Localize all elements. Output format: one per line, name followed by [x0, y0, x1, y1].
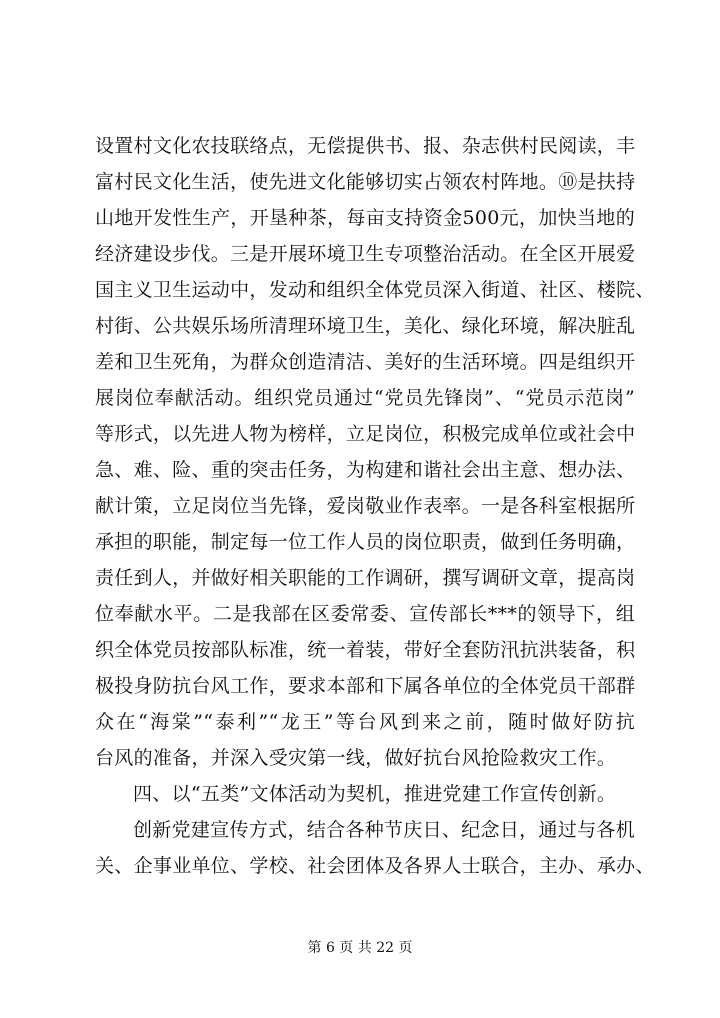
text-line: 责任到人，并做好相关职能的工作调研，撰写调研文章，提高岗	[95, 567, 636, 589]
text-line: 村街、公共娱乐场所清理环境卫生，美化、绿化环境，解决脏乱	[95, 315, 636, 337]
text-line: 经济建设步伐。三是开展环境卫生专项整治活动。在全区开展爱	[95, 243, 636, 265]
text-line: 位奉献水平。二是我部在区委常委、宣传部长***的领导下，组	[95, 603, 635, 625]
text-line: 设置村文化农技联络点，无偿提供书、报、杂志供村民阅读，丰	[95, 135, 636, 157]
text-line: 富村民文化生活，使先进文化能够切实占领农村阵地。⑩是扶持	[95, 171, 636, 193]
text-line: 献计策，立足岗位当先锋，爱岗敬业作表率。一是各科室根据所	[95, 495, 636, 517]
text-line: 关、企事业单位、学校、社会团体及各界人士联合，主办、承办、	[95, 855, 655, 877]
text-line: 急、难、险、重的突击任务，为构建和谐社会出主意、想办法、	[95, 459, 636, 481]
text-line: 极投身防抗台风工作，要求本部和下属各单位的全体党员干部群	[95, 675, 636, 697]
text-line: 山地开发性生产，开垦种茶，每亩支持资金500元，加快当地的	[95, 207, 635, 229]
text-line: 承担的职能，制定每一位工作人员的岗位职责，做到任务明确，	[95, 531, 636, 553]
body-text	[95, 128, 655, 884]
page-footer: 第 6 页 共 22 页	[307, 940, 413, 956]
section-heading: 四、以“五类”文体活动为契机，推进党建工作宣传创新。	[133, 783, 617, 805]
text-line: 差和卫生死角，为群众创造清洁、美好的生活环境。四是组织开	[95, 351, 636, 373]
text-line: 台风的准备，并深入受灾第一线，做好抗台风抢险救灾工作。	[95, 747, 617, 769]
text-line: 等形式，以先进人物为榜样，立足岗位，积极完成单位或社会中	[95, 423, 636, 445]
text-line: 创新党建宣传方式，结合各种节庆日、纪念日，通过与各机	[133, 819, 635, 841]
text-line: 织全体党员按部队标准，统一着装，带好全套防汛抗洪装备，积	[95, 639, 636, 661]
text-line: 国主义卫生运动中，发动和组织全体党员深入街道、社区、楼院、	[95, 279, 655, 301]
text-line: 众在“海棠”“泰利”“龙王”等台风到来之前，随时做好防抗	[95, 711, 635, 733]
text-line: 展岗位奉献活动。组织党员通过“党员先锋岗”、“党员示范岗”	[95, 387, 635, 409]
